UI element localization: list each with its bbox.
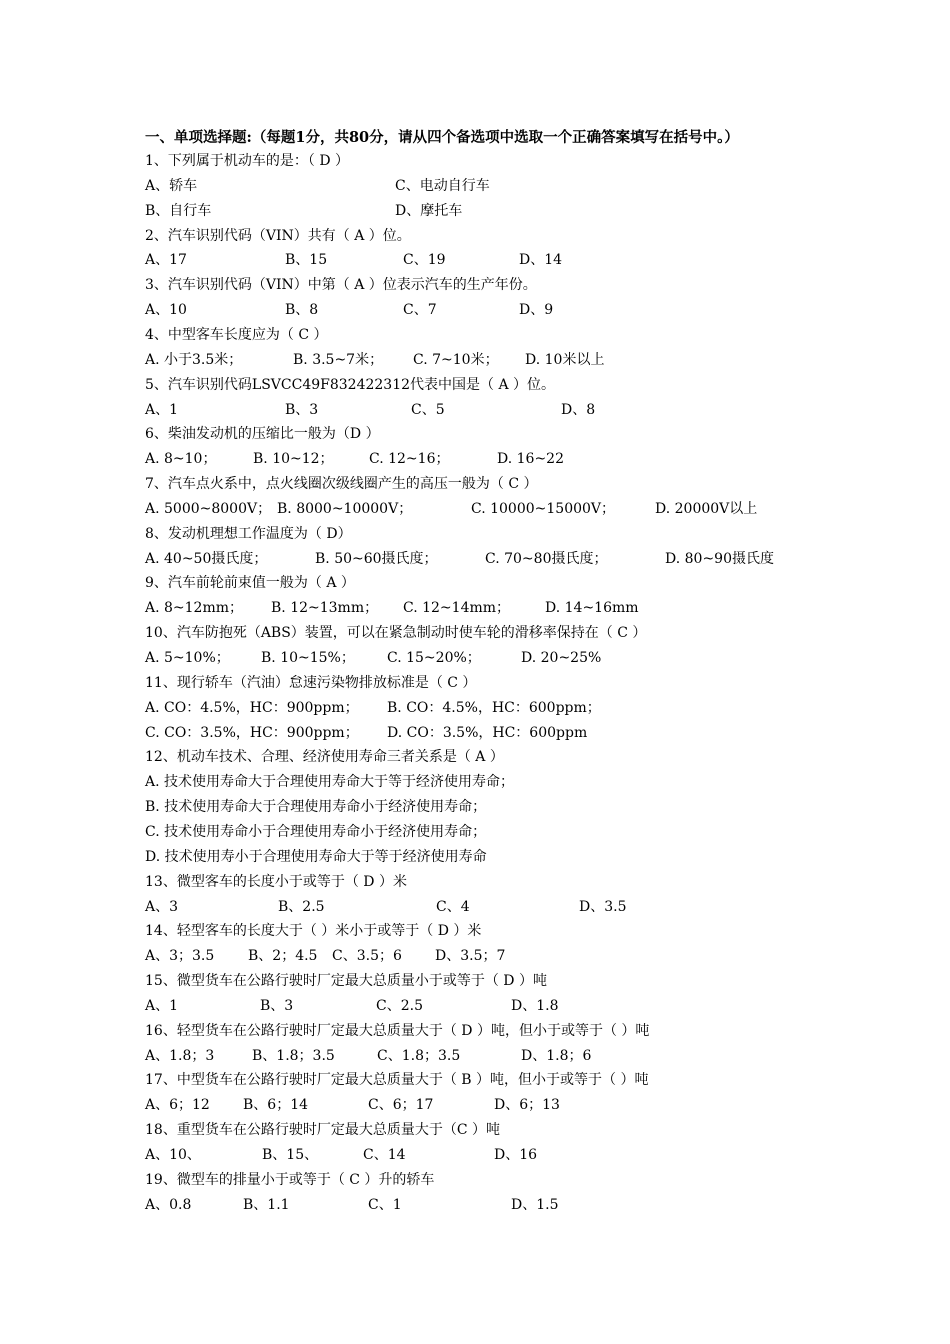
answer-option: B. 3.5~7米； — [293, 351, 384, 368]
answer-option: A. CO：4.5%，HC：900ppm； — [145, 699, 359, 716]
answer-option: B、6；14 — [243, 1097, 309, 1114]
answer-option: B. 10~15%； — [261, 650, 355, 666]
answer-option: A、1.8；3 — [145, 1047, 215, 1064]
answer-option: C. 10000~15000V； — [471, 500, 616, 517]
section-heading: 一、单项选择题:（每题1分，共80分，请从四个备选项中选取一个正确答案填写在括号中。） — [145, 129, 739, 146]
answer-option: C、5 — [411, 401, 445, 418]
question-stem: 14、轻型客车的长度大于（ ）米小于或等于（ D ）米 — [145, 923, 482, 940]
answer-option: A. 技术使用寿命大于合理使用寿命大于等于经济使用寿命； — [145, 774, 515, 791]
answer-option: B. 50~60摄氏度； — [315, 550, 438, 567]
answer-option: C、1 — [368, 1196, 402, 1213]
answer-option: C、4 — [436, 898, 470, 915]
answer-option: B. 10~12； — [253, 451, 334, 468]
answer-option: B、1.1 — [243, 1196, 290, 1213]
answer-option: B、自行车 — [145, 202, 212, 219]
answer-option: C、19 — [403, 252, 446, 269]
answer-option: A、1 — [145, 401, 179, 418]
answer-option: D. 技术使用寿小于合理使用寿命大于等于经济使用寿命 — [145, 848, 487, 865]
answer-option: D. 10米以上 — [525, 351, 605, 368]
answer-option: D、9 — [519, 302, 554, 319]
question-stem: 5、汽车识别代码LSVCC49F832422312代表中国是（ A ）位。 — [145, 376, 556, 393]
answer-option: D、摩托车 — [395, 202, 463, 219]
answer-option: B、2；4.5 — [248, 948, 318, 965]
answer-option: C、6；17 — [368, 1097, 434, 1114]
answer-option: C. 7~10米； — [413, 351, 499, 368]
answer-option: D、8 — [561, 401, 596, 418]
answer-option: C、14 — [363, 1147, 406, 1163]
question-stem: 19、微型车的排量小于或等于（ C ）升的轿车 — [145, 1171, 435, 1188]
answer-option: D. 80~90摄氏度 — [665, 550, 774, 567]
answer-option: C. 70~80摄氏度； — [485, 550, 608, 567]
question-stem: 15、微型货车在公路行驶时厂定最大总质量小于或等于（ D ）吨 — [145, 973, 547, 990]
answer-option: B、15、 — [262, 1147, 319, 1163]
answer-option: D、6；13 — [494, 1097, 560, 1114]
answer-option: B、3 — [285, 401, 319, 418]
answer-option: C、3.5；6 — [332, 948, 402, 965]
answer-option: C、1.8；3.5 — [377, 1047, 461, 1064]
answer-option: A、10、 — [145, 1147, 201, 1163]
question-stem: 9、汽车前轮前束值一般为（ A ） — [145, 575, 355, 592]
answer-option: C、电动自行车 — [395, 177, 490, 194]
question-stem: 18、重型货车在公路行驶时厂定最大总质量大于（C ）吨 — [145, 1122, 500, 1139]
answer-option: A. 5000~8000V； — [145, 500, 272, 517]
answer-option: B、2.5 — [278, 898, 325, 915]
answer-option: A、0.8 — [145, 1196, 192, 1213]
answer-option: A、17 — [145, 252, 187, 269]
answer-option: D、1.8；6 — [521, 1047, 592, 1064]
question-stem: 17、中型货车在公路行驶时厂定最大总质量大于（ B ）吨，但小于或等于（ ）吨 — [145, 1072, 649, 1089]
answer-option: B、8 — [285, 302, 319, 319]
answer-option: D、3.5；7 — [435, 948, 506, 965]
answer-option: A、6；12 — [145, 1097, 210, 1114]
answer-option: D. 16~22 — [497, 451, 564, 468]
answer-option: A. 小于3.5米； — [145, 351, 243, 368]
question-stem: 6、柴油发动机的压缩比一般为（D ） — [145, 426, 380, 443]
question-stem: 8、发动机理想工作温度为（ D） — [145, 525, 352, 542]
answer-option: A、3；3.5 — [145, 948, 215, 965]
answer-option: B. CO：4.5%，HC：600ppm； — [387, 699, 601, 716]
answer-option: C、7 — [403, 302, 437, 319]
answer-option: C. 12~14mm； — [403, 600, 511, 617]
answer-option: D. 14~16mm — [545, 600, 639, 617]
answer-option: B. 技术使用寿命大于合理使用寿命小于经济使用寿命； — [145, 799, 487, 816]
answer-option: B、3 — [260, 997, 294, 1014]
answer-option: B. 8000~10000V； — [277, 500, 413, 517]
question-stem: 12、机动车技术、合理、经济使用寿命三者关系是（ A ） — [145, 749, 504, 766]
question-stem: 4、中型客车长度应为（ C ） — [145, 326, 328, 343]
answer-option: C、2.5 — [376, 997, 423, 1014]
question-stem: 16、轻型货车在公路行驶时厂定最大总质量大于（ D ）吨，但小于或等于（ ）吨 — [145, 1022, 650, 1039]
question-stem: 10、汽车防抱死（ABS）装置，可以在紧急制动时使车轮的滑移率保持在（ C ） — [145, 625, 647, 642]
answer-option: A. 5~10%； — [145, 650, 230, 666]
question-stem: 13、微型客车的长度小于或等于（ D ）米 — [145, 873, 407, 890]
answer-option: B. 12~13mm； — [271, 600, 379, 617]
question-stem: 2、汽车识别代码（VIN）共有（ A ）位。 — [145, 227, 411, 244]
question-stem: 1、下列属于机动车的是：（ D ） — [145, 153, 350, 169]
answer-option: C. 12~16； — [369, 451, 450, 468]
answer-option: D. CO：3.5%，HC：600ppm — [387, 724, 588, 741]
answer-option: D. 20~25% — [521, 650, 602, 666]
answer-option: A. 8~10； — [145, 451, 217, 468]
answer-option: C. 15~20%； — [387, 650, 481, 666]
answer-option: D、16 — [494, 1147, 538, 1163]
answer-option: A、10 — [145, 302, 187, 319]
question-stem: 7、汽车点火系中，点火线圈次级线圈产生的高压一般为（ C ） — [145, 476, 538, 493]
answer-option: D、14 — [519, 252, 563, 269]
answer-option: D、1.8 — [511, 997, 559, 1014]
question-stem: 3、汽车识别代码（VIN）中第（ A ）位表示汽车的生产年份。 — [145, 277, 537, 294]
answer-option: D、3.5 — [579, 898, 627, 915]
question-stem: 11、现行轿车（汽油）怠速污染物排放标准是（ C ） — [145, 674, 477, 691]
answer-option: A. 8~12mm； — [145, 600, 244, 617]
answer-option: A. 40~50摄氏度； — [145, 550, 268, 567]
answer-option: D. 20000V以上 — [655, 500, 758, 517]
answer-option: D、1.5 — [511, 1196, 559, 1213]
answer-option: B、1.8；3.5 — [252, 1047, 335, 1064]
answer-option: C. 技术使用寿命小于合理使用寿命小于经济使用寿命； — [145, 823, 487, 840]
answer-option: A、轿车 — [145, 177, 198, 194]
answer-option: A、1 — [145, 997, 179, 1014]
answer-option: B、15 — [285, 252, 328, 269]
answer-option: A、3 — [145, 898, 179, 915]
answer-option: C. CO：3.5%，HC：900ppm； — [145, 724, 359, 741]
